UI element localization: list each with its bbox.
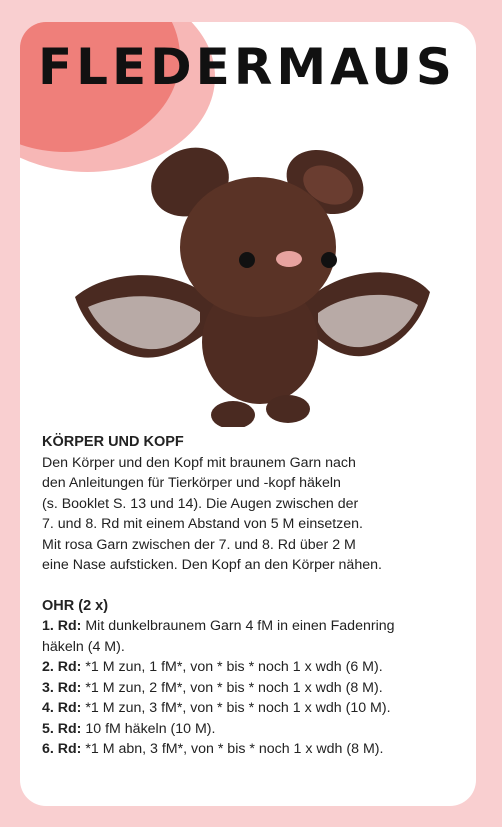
step-label: 4. Rd: [42,700,82,716]
step-text: *1 M zun, 1 fM*, von * bis * noch 1 x wdh (6 M). [81,659,383,675]
step-line [42,719,472,740]
text-line: 7. und 8. Rd mit einem Abstand von 5 M einsetzen. [42,516,363,532]
step-line [42,616,472,637]
step-text: *1 M zun, 2 fM*, von * bis * noch 1 x wdh (8 M). [81,679,383,696]
step-line [42,698,472,719]
pattern-card [20,22,476,806]
step-label: 2. Rd: [42,659,82,675]
step-text: *1 M abn, 3 fM*, von * bis * noch 1 x wdh (8 M). [81,741,384,757]
step-label: 1. Rd: [42,618,82,634]
section-heading-body-head: KÖRPER UND KOPF [42,434,184,450]
text-line: Mit rosa Garn zwischen der 7. und 8. Rd über 2 M [42,536,356,553]
step-line [42,657,472,678]
text-line: den Anleitungen für Tierkörper und -kopf häkeln [42,475,341,491]
left-foot [211,401,255,427]
step-text: 10 fM häkeln (10 M). [81,720,216,737]
bat-head [180,177,336,317]
spacer [42,576,472,596]
right-eye [321,252,337,268]
nose [276,251,302,267]
left-eye [239,252,255,268]
section-heading-ear: OHR (2 x) [42,597,109,614]
text-line: eine Nase aufsticken. Den Kopf an den Körper nähen. [42,557,382,573]
step-line [42,678,472,699]
bat-amigurumi-illustration [70,127,430,427]
instructions [42,432,472,760]
page-title: FLEDERMAUS [38,38,456,96]
step-label: 5. Rd: [42,720,82,737]
text-line: (s. Booklet S. 13 und 14). Die Augen zwischen der [42,495,359,512]
step-text: *1 M zun, 3 fM*, von * bis * noch 1 x wdh (10 M). [81,700,391,716]
ear-steps [42,616,472,760]
step-text: häkeln (4 M). [42,638,125,655]
step-text: Mit dunkelbraunem Garn 4 fM in einen Fadenring [81,618,395,634]
section-body-head-text [42,453,472,576]
step-line [42,637,472,658]
step-label: 3. Rd: [42,679,82,696]
right-foot [266,395,310,423]
step-label: 6. Rd: [42,741,82,757]
step-line [42,739,472,760]
text-line: Den Körper und den Kopf mit braunem Garn nach [42,454,356,471]
